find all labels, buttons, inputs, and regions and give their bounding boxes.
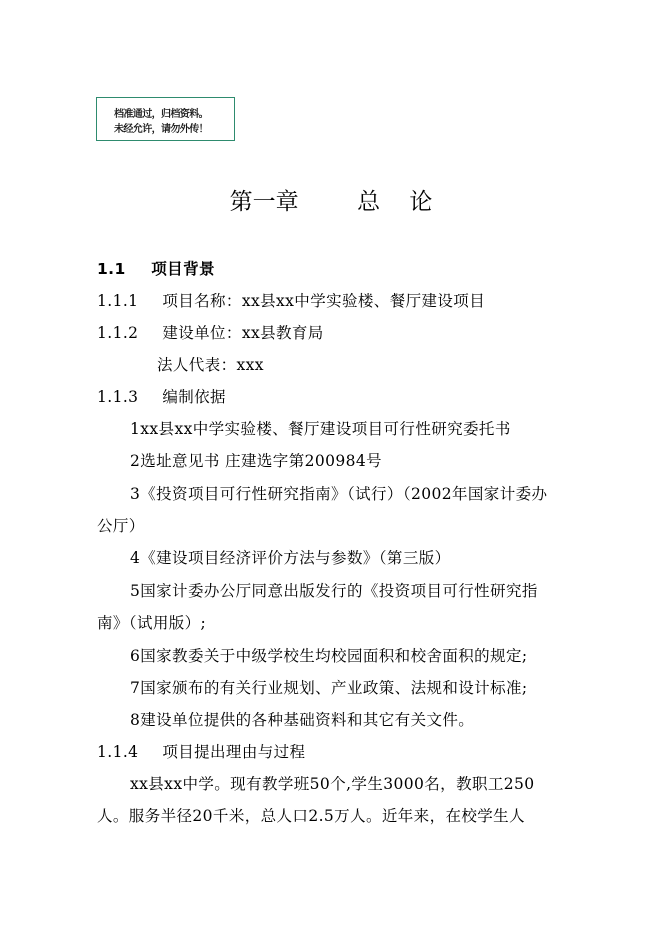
section-heading: [97, 257, 215, 279]
archive-stamp: [96, 97, 235, 141]
item-1-1-4: [97, 740, 305, 762]
item-number: 1.1.1: [97, 292, 139, 310]
item-text: 项目名称：xx县xx中学实验楼、餐厅建设项目: [162, 292, 486, 310]
item-text: 建设单位：xx县教育局: [162, 324, 324, 342]
stamp-line-2: 未经允许，请勿外传！: [114, 124, 208, 135]
section-number: 1.1: [97, 260, 126, 278]
item-number: 1.1.2: [97, 324, 139, 342]
section-title: 项目背景: [151, 260, 215, 278]
paragraph-line-2: 人。服务半径20千米，总人口2.5万人。近年来，在校学生人: [97, 807, 525, 825]
basis-item-3-cont: 公厅）: [97, 517, 145, 535]
chapter-title: 第一章 总 论: [229, 189, 433, 215]
basis-item-5-cont: 南》（试用版）;: [97, 614, 207, 632]
basis-item-4: 4《建设项目经济评价方法与参数》（第三版）: [130, 549, 451, 567]
item-1-1-2: [97, 321, 324, 343]
item-1-1-1: [97, 289, 485, 311]
paragraph-line-1: xx县xx中学。现有教学班50个,学生3000名，教职工250: [130, 775, 535, 793]
item-text: 编制依据: [162, 388, 226, 406]
stamp-line-1: 档准通过，归档资料。: [114, 109, 208, 120]
basis-item-6: 6国家教委关于中级学校生均校园面积和校舍面积的规定;: [130, 647, 528, 665]
basis-item-2: 2选址意见书 庄建选字第200984号: [130, 452, 383, 470]
basis-item-7: 7国家颁布的有关行业规划、产业政策、法规和设计标准;: [130, 679, 528, 697]
basis-item-3: 3《投资项目可行性研究指南》（试行）（2002年国家计委办: [130, 485, 548, 503]
item-text: 项目提出理由与过程: [162, 743, 306, 761]
basis-item-1: 1xx县xx中学实验楼、餐厅建设项目可行性研究委托书: [130, 420, 511, 438]
item-1-1-3: [97, 385, 226, 407]
item-number: 1.1.3: [97, 388, 139, 406]
item-number: 1.1.4: [97, 743, 139, 761]
basis-item-8: 8建设单位提供的各种基础资料和其它有关文件。: [130, 711, 475, 729]
basis-item-5: 5国家计委办公厅同意出版发行的《投资项目可行性研究指: [130, 582, 538, 600]
legal-representative: 法人代表：xxx: [157, 356, 264, 374]
